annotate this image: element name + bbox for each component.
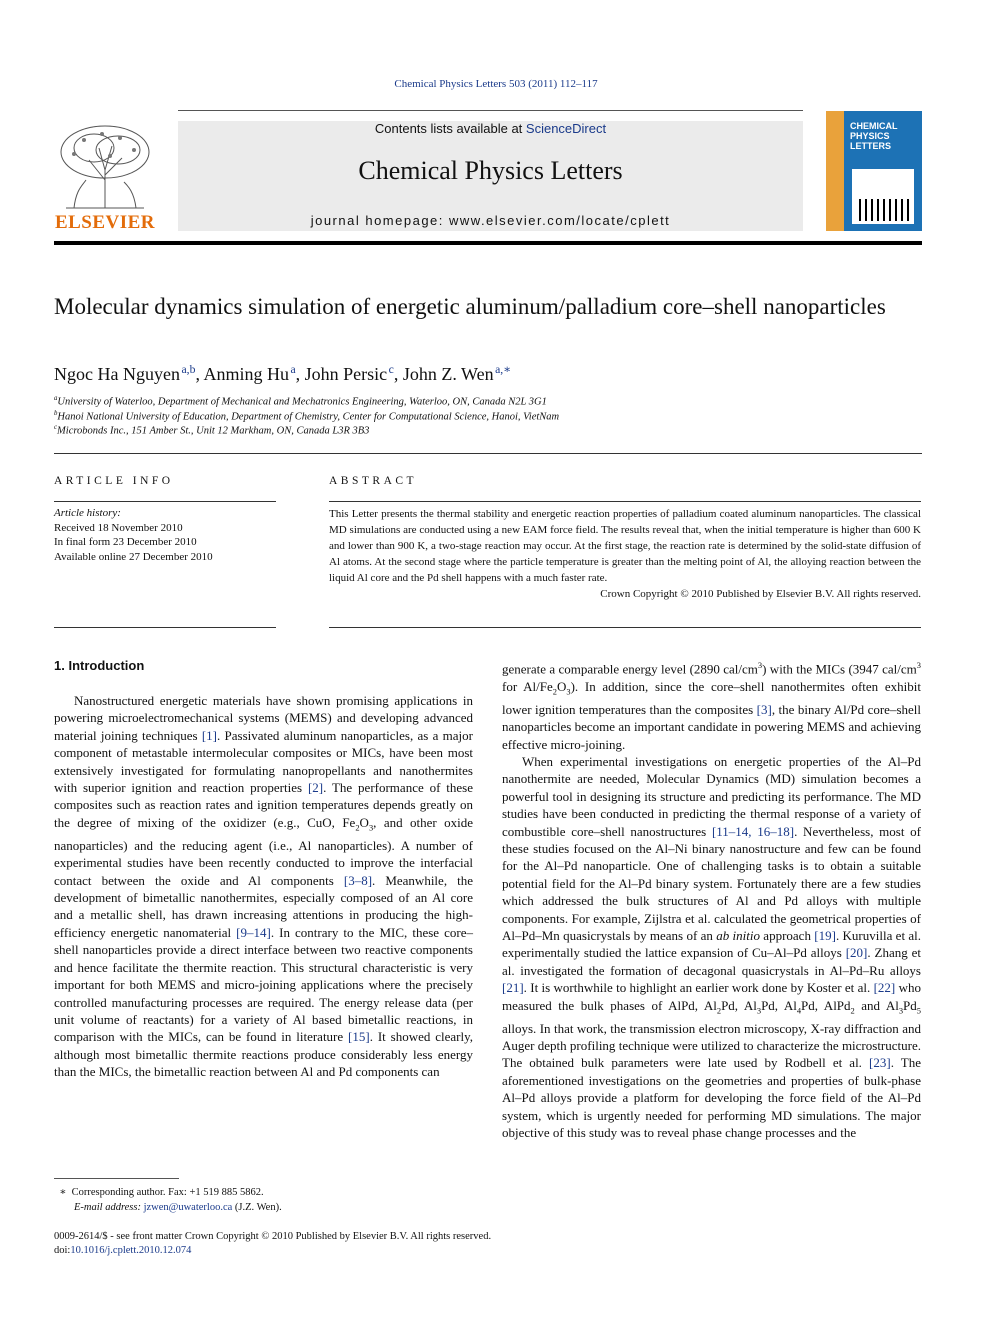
author-affiliation-mark[interactable]: a,b: [181, 363, 196, 376]
article-history: [54, 506, 213, 564]
text-run: Pd, Al: [721, 997, 757, 1013]
text-run: ). In addition, since the core–shell nanothermites often exhibit lower ignition temperatures than the composites: [502, 678, 921, 717]
header-rule: [178, 110, 803, 111]
cover-title-line: LETTERS: [850, 141, 892, 151]
final-form-date: In final form 23 December 2010: [54, 536, 197, 548]
text-run: who measured the bulk phases of AlPd, Al: [502, 980, 921, 1013]
reference-link[interactable]: [20]: [845, 945, 868, 961]
author-name[interactable]: Anming Hu: [203, 364, 289, 384]
text-run: 3: [757, 660, 763, 670]
section-heading-introduction: 1. Introduction: [54, 658, 145, 673]
text-run: 2: [716, 1005, 722, 1016]
corresponding-author: Corresponding author. Fax: +1 519 885 5862.: [71, 1187, 264, 1198]
text-run: . The performance of these composites such as reaction rates and ignition temperatures depends greatly on the degree of mixing of the oxidizer (e.g., CuO, Fe: [54, 780, 473, 830]
text-run: O: [556, 678, 567, 694]
cover-title: [850, 121, 898, 151]
intro-paragraph: [54, 692, 473, 1081]
author-affiliation-mark[interactable]: a: [290, 363, 296, 376]
affiliation-text: University of Waterloo, Department of Mechanical and Mechatronics Engineering, Waterloo, ON, Canada N2L 3G1: [57, 396, 547, 408]
reference-link[interactable]: [19]: [814, 928, 836, 944]
text-run: ) with the MICs (3947 cal/cm: [762, 661, 917, 677]
text-run: 5: [916, 1005, 921, 1016]
affiliation-mark: c: [54, 424, 58, 431]
contents-line: [178, 121, 803, 136]
text-run: 3: [368, 822, 374, 833]
text-run: 2: [355, 822, 360, 833]
reference-link[interactable]: [15]: [348, 1029, 370, 1045]
text-run: 3: [898, 1005, 904, 1016]
abstract-copyright: Crown Copyright © 2010 Published by Elsevier B.V. All rights reserved.: [600, 588, 921, 600]
text-run: 3: [566, 686, 571, 697]
affiliation-text: Microbonds Inc., 151 Amber St., Unit 12 Markham, ON, Canada L3R 3B3: [57, 425, 370, 437]
article-info-heading: ARTICLE INFO: [54, 475, 174, 487]
text-run: , and other oxide nanoparticles) and the reducing agent (i.e., Al nanoparticles). A number of experimental studies have been recently conducted to improve the interfacial contact between the oxide and Al components: [54, 814, 473, 888]
reference-link[interactable]: [23]: [869, 1055, 891, 1071]
text-run: When experimental investigations on energetic properties of the Al–Pd nanothermite are needed, Molecular Dynamics (MD) simulation becomes a powerful tool in designing its structure and predicting its performance. The MD studies have been conducted in predicting the thermal response of a variety of combustible core–shell nanostructures: [502, 753, 921, 839]
text-run: 4: [796, 1005, 802, 1016]
text-run: . Nevertheless, most of these studies focused on the Al–Ni binary nanostructure and few can be found for the Al–Pd nanoparticle. One of challenging tasks is to obtain a suitable potential field for the Al–Pd binary system. Fortunately there are a few studies which addressed the bulk structures of Al and Pd alloys with multiple components. For example, Zijlstra et al. calculated the geometrical properties of Al–Pd–Mn quasicrystals by means of an: [502, 823, 921, 944]
section-rule: [54, 453, 922, 454]
author-affiliation-mark[interactable]: a,∗: [495, 363, 512, 376]
journal-citation[interactable]: Chemical Physics Letters 503 (2011) 112–117: [394, 78, 598, 90]
journal-cover-thumbnail: [826, 111, 922, 231]
text-run: . In contrary to the MIC, these core–shell nanoparticles provide a direct interface between two reactive components and hence facilitate the thermite reaction. This structural characteristic is very important for both MEMS and micro-joining applications where the precisely controlled manufacturing processes are required. The energy release data (per unit volume of reactants) for a variety of Al based bimetallic reactions, in comparison with the MICs, can be found in literature: [54, 924, 473, 1045]
text-run: O: [359, 814, 369, 830]
online-date: Available online 27 December 2010: [54, 550, 213, 563]
text-run: Pd, AlPd: [801, 997, 851, 1013]
text-run: and Al: [854, 997, 899, 1013]
email-link[interactable]: jzwen@uwaterloo.ca: [143, 1202, 233, 1213]
text-run: . The aforementioned investigations on the geometries and properties of bulk-phase Al–Pd alloys provide a platform for developing the force field of the Al–Pd system, which is urgently needed for performing MD simulations. The major objective of this study was to reveal phase change processes and the: [502, 1055, 921, 1141]
abstract-rule: [329, 501, 921, 502]
info-rule: [54, 501, 276, 502]
author-name[interactable]: John Z. Wen: [402, 364, 494, 384]
article-title: Molecular dynamics simulation of energetic aluminum/palladium core–shell nanoparticles: [54, 294, 886, 319]
footnote-mark: ∗: [59, 1187, 67, 1198]
text-run: approach: [759, 928, 815, 944]
text-run: . Zhang et al. investigated the formation of decagonal quasicrystals in Al–Pd–Ru alloys: [502, 945, 921, 978]
affiliation: [54, 424, 369, 437]
affiliation-text: Hanoi National University of Education, Department of Chemistry, Center for Computational Science, Hanoi, VietNam: [57, 411, 560, 423]
doi-prefix: doi:: [54, 1245, 71, 1256]
received-date: Received 18 November 2010: [54, 521, 183, 534]
journal-name: Chemical Physics Letters: [358, 156, 623, 185]
info-rule-bottom: [54, 627, 276, 628]
text-run: for Al/Fe: [502, 678, 553, 694]
abstract-heading: ABSTRACT: [329, 475, 418, 487]
affiliation-mark: a: [54, 395, 58, 402]
intro-paragraph-continued: [502, 657, 921, 753]
reference-link[interactable]: [21]: [502, 980, 524, 996]
elsevier-wordmark: ELSEVIER: [54, 212, 156, 233]
reference-link[interactable]: [1]: [201, 727, 218, 743]
cover-strip: [826, 111, 844, 231]
text-run: . Passivated aluminum nanoparticles, as a major component of metastable intermolecular composites or MICs, have been most extensively investigated for formulating nanopropellants and nanothermites with superior ignition and reaction properties: [54, 727, 473, 796]
reference-link[interactable]: [11–14, 16–18]: [711, 823, 795, 839]
abstract-body: [329, 506, 921, 602]
contents-prefix: Contents lists available at: [374, 121, 526, 136]
body-column-right: [502, 657, 921, 1141]
affiliation: [54, 395, 547, 408]
reference-link[interactable]: [3–8]: [343, 872, 373, 888]
cover-title-line: CHEMICAL: [850, 121, 898, 131]
text-run: 2: [850, 1005, 855, 1016]
reference-link[interactable]: [3]: [756, 701, 772, 717]
header-thick-rule: [54, 241, 922, 245]
text-run: 2: [552, 686, 557, 697]
text-run: alloys. In that work, the transmission electron microscopy, X-ray diffraction and Auger depth profiling technique were utilized to characterize the microstructure. The obtained bulk parameters were late used by Rodbell et al.: [502, 1020, 921, 1071]
footnote: [54, 1185, 282, 1215]
cover-title-line: PHYSICS: [850, 131, 890, 141]
cover-image: [852, 169, 914, 224]
sciencedirect-link[interactable]: ScienceDirect: [525, 121, 607, 136]
email-suffix: (J.Z. Wen).: [232, 1202, 282, 1213]
author-name[interactable]: John Persic: [304, 364, 388, 384]
journal-homepage[interactable]: journal homepage: www.elsevier.com/locate/cplett: [310, 213, 671, 228]
affiliation: [54, 410, 559, 423]
reference-link[interactable]: [22]: [873, 980, 896, 996]
text-run: Nanostructured energetic materials have shown promising applications in powering microelectromechanical systems (MEMS) and developing advanced material joining techniques: [54, 693, 473, 743]
body-column-left: [54, 692, 473, 1081]
issn-line: 0009-2614/$ - see front matter Crown Copyright © 2010 Published by Elsevier B.V. All rights reserved.: [54, 1231, 492, 1242]
text-run: 3: [916, 660, 922, 670]
text-run: , the binary Al/Pd core–shell nanoparticles become an important candidate in powering MEMS and achieving effective micro-joining.: [502, 701, 922, 752]
text-run: 3: [756, 1005, 762, 1016]
text-run: . Kuruvilla et al. experimentally studied the lattice expansion of Cu–Al–Pd alloys: [502, 928, 922, 961]
footnote-rule: [54, 1178, 179, 1179]
text-run: ab initio: [716, 928, 760, 944]
doi-link[interactable]: 10.1016/j.cplett.2010.12.074: [70, 1245, 192, 1256]
reference-link[interactable]: [2]: [307, 780, 324, 796]
text-run: . It showed clearly, although most bimetallic thermite reactions produce considerably less energy than the MICs, the bimetallic reaction between Al and Pd components can: [54, 1029, 473, 1080]
intro-paragraph: [502, 753, 921, 1142]
email-label: E-mail address:: [74, 1202, 141, 1213]
history-label: Article history:: [54, 507, 121, 519]
author-list: Ngoc Ha Nguyen $^{a,b}$, Anming Hu $^a$, John Persic $^c$, John Z. Wen $^{a,∗}$: [54, 363, 512, 384]
text-run: Pd, Al: [761, 997, 797, 1013]
text-run: generate a comparable energy level (2890 cal/cm: [502, 661, 758, 677]
text-run: . Meanwhile, the development of bimetallic nanothermites, especially composed of an Al core and a metallic shell, has drawn increasing attentions in producing the high-efficiency energetic nanomaterial: [54, 872, 473, 940]
affiliation-mark: b: [54, 410, 58, 417]
front-matter-info: [54, 1230, 491, 1258]
reference-link[interactable]: [9–14]: [236, 924, 271, 940]
abstract-rule-bottom: [329, 627, 921, 628]
author-name[interactable]: Ngoc Ha Nguyen: [54, 364, 180, 384]
abstract-text: This Letter presents the thermal stability and energetic reaction properties of palladium coated aluminum nanoparticles. The classical MD simulations are conducted using a new EAM force field. The results reveal that, when the initial temperature is higher than 600 K and lower than 900 K, a two-stage reaction may occur. At the first stage, the reaction rate is determined by the solid-state diffusion of Al atoms. At the second stage where the particle temperature is greater than the melting point of Al, the alloying reaction between the liquid Al core and the Pd shell happens with a much faster rate.: [329, 508, 921, 584]
text-run: Pd: [903, 997, 917, 1013]
text-run: . It is worthwhile to highlight an earlier work done by Koster et al.: [523, 980, 874, 996]
author-affiliation-mark[interactable]: c: [388, 363, 394, 376]
